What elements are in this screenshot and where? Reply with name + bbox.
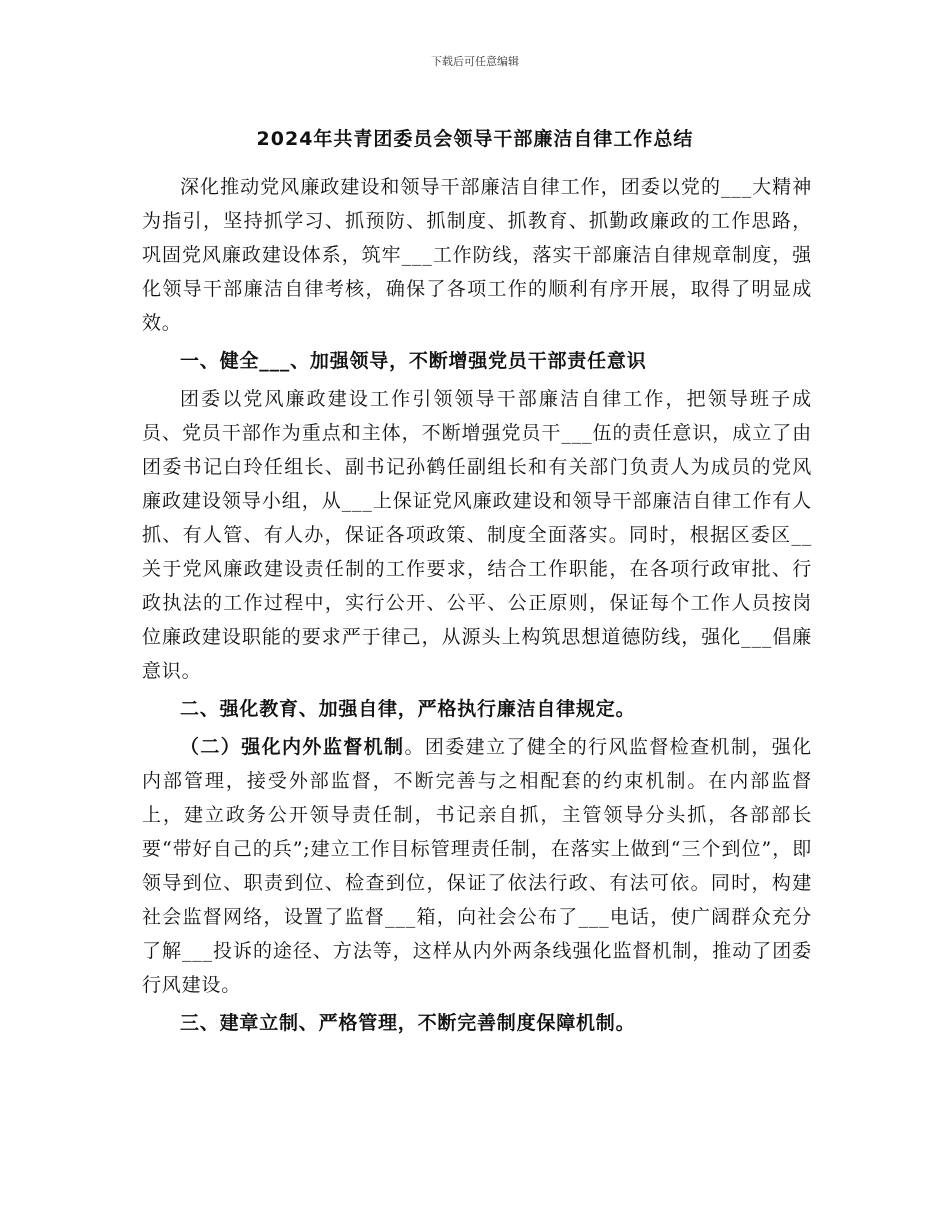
document-title: 2024年共青团委员会领导干部廉洁自律工作总结 [256, 128, 694, 150]
section-3-heading: 三、建章立制、严格管理，不断完善制度保障机制。 [180, 1012, 636, 1034]
section-2-paragraph [142, 730, 812, 1002]
intro-paragraph: 深化推动党风廉政建设和领导干部廉洁自律工作，团委以党的___大精神为指引，坚持抓学习、抓预防、抓制度、抓教育、抓勤政廉政的工作思路，巩固党风廉政建设体系，筑牢___工作防线，落实干部廉洁自律规章制度，强化领导干部廉洁自律考核，确保了各项工作的顺利有序开展，取得了明显成效。 [142, 176, 812, 334]
header-note: 下载后可任意编辑 [431, 55, 519, 68]
section-2-body: 。团委建立了健全的行风监督检查机制，强化内部管理，接受外部监督，不断完善与之相配套的约束机制。在内部监督上，建立政务公开领导责任制，书记亲自抓，主管领导分头抓，各部部长要“带好自己的兵”;建立工作目标管理责任制，在落实上做到“三个到位”，即领导到位、职责到位、检查到位，保证了依法行政、有法可依。同时，构建社会监督网络，设置了监督___箱，向社会公布了___电话，使广阔群众充分了解___投诉的途径、方法等，这样从内外两条线强化监督机制，推动了团委行风建设。 [142, 736, 812, 996]
section-2-subheading: （二）强化内外监督机制 [180, 736, 405, 758]
document-body [142, 170, 812, 1044]
section-2-heading: 二、强化教育、加强自律，严格执行廉洁自律规定。 [180, 698, 636, 720]
section-1-paragraph: 团委以党风廉政建设工作引领领导干部廉洁自律工作，把领导班子成员、党员干部作为重点和主体，不断增强党员干___伍的责任意识，成立了由团委书记白玲任组长、副书记孙鹤任副组长和有关部门负责人为成员的党风廉政建设领导小组，从___上保证党风廉政建设和领导干部廉洁自律工作有人抓、有人管、有人办，保证各项政策、制度全面落实。同时，根据区委区__关于党风廉政建设责任制的工作要求，结合工作职能，在各项行政审批、行政执法的工作过程中，实行公开、公平、公正原则，保证每个工作人员按岗位廉政建设职能的要求严于律己，从源头上构筑思想道德防线，强化___倡廉意识。 [142, 388, 812, 682]
section-1-heading: 一、健全___、加强领导，不断增强党员干部责任意识 [180, 350, 647, 372]
